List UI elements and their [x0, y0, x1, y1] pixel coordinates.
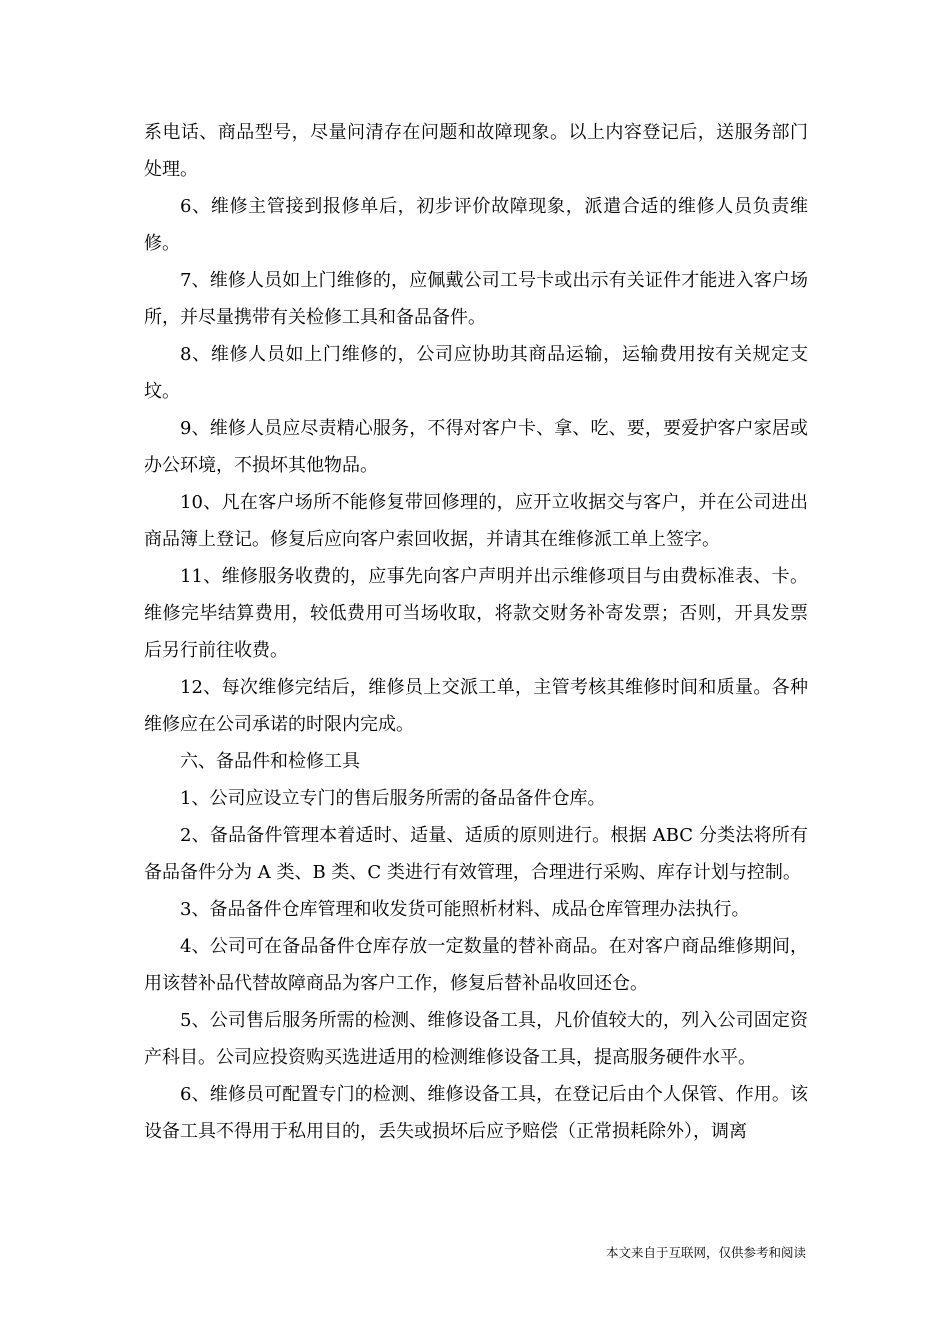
paragraph-spares-4: 4、公司可在备品备件仓库存放一定数量的替补商品。在对客户商品维修期间，用该替补品代替故障商品为客户工作，修复后替补品收回还仓。: [144, 936, 808, 994]
paragraph-item-6: 6、维修主管接到报修单后，初步评价故障现象，派遣合适的维修人员负责维修。: [144, 196, 808, 254]
paragraph-item-10: 10、凡在客户场所不能修复带回修理的，应开立收据交与客户，并在公司进出商品簿上登记。修复后应向客户索回收据，并请其在维修派工单上签字。: [144, 492, 808, 550]
paragraph-continuation: 系电话、商品型号，尽量问清存在问题和故障现象。以上内容登记后，送服务部门处理。: [144, 122, 808, 180]
paragraph-item-8: 8、维修人员如上门维修的，公司应协助其商品运输，运输费用按有关规定支坟。: [144, 344, 808, 402]
paragraph-item-11: 11、维修服务收费的，应事先向客户声明并出示维修项目与由费标准表、卡。维修完毕结算费用，较低费用可当场收取，将款交财务补寄发票；否则，开具发票后另行前往收费。: [144, 566, 808, 661]
paragraph-item-12: 12、每次维修完结后，维修员上交派工单，主管考核其维修时间和质量。各种维修应在公司承诺的时限内完成。: [144, 677, 808, 735]
footer-note: 本文来自于互联网，仅供参考和阅读: [605, 1245, 806, 1260]
paragraph-spares-6: 6、维修员可配置专门的检测、维修设备工具，在登记后由个人保管、作用。该设备工具不得用于私用目的，丢失或损坏后应予赔偿（正常损耗除外），调离: [144, 1084, 808, 1142]
document-body: [144, 114, 808, 1150]
paragraph-spares-1: 1、公司应设立专门的售后服务所需的备品备件仓库。: [180, 788, 606, 809]
paragraph-spares-2: 2、备品备件管理本着适时、适量、适质的原则进行。根据 ABC 分类法将所有备品备件分为 A 类、B 类、C 类进行有效管理，合理进行采购、库存计划与控制。: [144, 825, 808, 883]
paragraph-item-7: 7、维修人员如上门维修的，应佩戴公司工号卡或出示有关证件才能进入客户场所，并尽量携带有关检修工具和备品备件。: [144, 270, 808, 328]
paragraph-item-9: 9、维修人员应尽责精心服务，不得对客户卡、拿、吃、要，要爱护客户家居或办公环境，不损坏其他物品。: [144, 418, 808, 476]
section-heading: 六、备品件和检修工具: [180, 751, 360, 772]
paragraph-spares-3: 3、备品备件仓库管理和收发货可能照析材料、成品仓库管理办法执行。: [180, 899, 750, 920]
paragraph-spares-5: 5、公司售后服务所需的检测、维修设备工具，凡价值较大的，列入公司固定资产科目。公司应投资购买选进适用的检测维修设备工具，提高服务硬件水平。: [144, 1010, 808, 1068]
